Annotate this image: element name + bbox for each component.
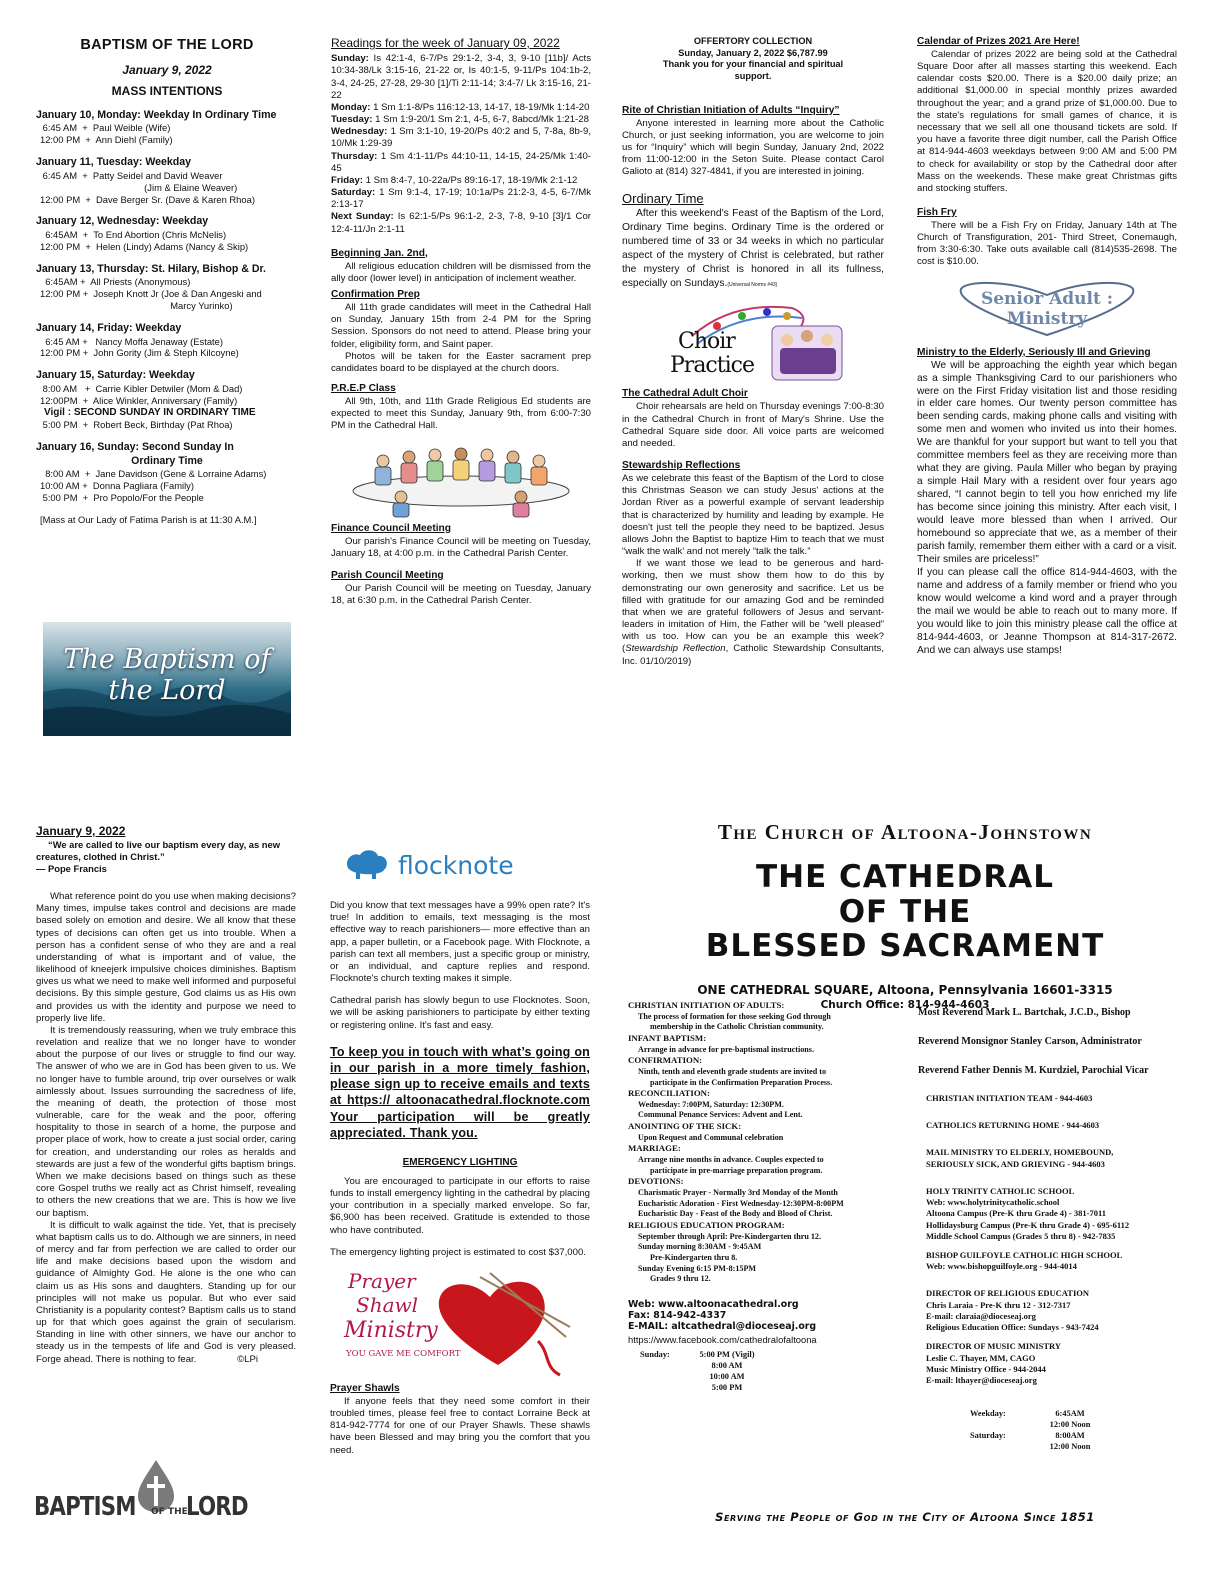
directory-line: Hollidaysburg Campus (Pre-K thru Grade 4) - 695-6112 (926, 1219, 1130, 1230)
church-office-phone: Church Office: 814-944-4603 (820, 999, 990, 1012)
mass-day-3: January 13, Thursday: St. Hilary, Bishop & Dr. (36, 262, 266, 275)
ordinary-time-heading: Ordinary Time (622, 190, 704, 206)
prayer-shawls-heading: Prayer Shawls (330, 1382, 400, 1394)
directory-line: SERIOUSLY SICK, AND GRIEVING - 944-4603 (926, 1158, 1105, 1169)
baptism-image-caption: The Baptism of the Lord (63, 644, 271, 707)
weekday-label: Weekday: (970, 1409, 1006, 1419)
senior-image-line1: Senior Adult : (980, 288, 1114, 309)
offertory-column (622, 36, 884, 668)
sheep-icon (342, 846, 392, 882)
reading-row: Wednesday: 1 Sm 3:1-10, 19-20/Ps 40:2 and 5, 7-8a, 8b-9, 10/Mk 1:29-39 (331, 126, 591, 150)
emergency-lighting-text: You are encouraged to participate in our efforts to raise funds to install emergency lighting in the cathedral by placing your contribution in a specially marked envelope. So far, $6,900 has been received. Gratitude is extended to those who have contributed. (330, 1175, 590, 1236)
mass-line: 12:00PM + Alice Winkler, Anniversary (Family) (40, 394, 238, 406)
reflection-text-3: It is difficult to walk against the tide. Yet, that is precisely what baptism calls us to do. Although we are sinners, in need of mercy and far from perfection we are called to order our life and make decisions based upon the wisdom and guidance of Almighty God. He alone is the one who can claim us as His sons and daughters. Standing up for our principles will not make us popular. But who ever said Christianity is a popularity contest? Baptism calls us to stand up for that which goes against the grain of secularism. Standing in line with other sinners, we have our anchor to steady us in the tempests of life and God is very pleased. Forge ahead. There is nothing to fear. (36, 1219, 296, 1365)
cathedral-address: ONE CATHEDRAL SQUARE, Altoona, Pennsylvania 16601-3315 (697, 983, 1113, 998)
elderly-ministry-text-2: If you can please call the office 814-944-4603, with the name and address of a family member or friend who you know would welcome a kind word and a prayer through the mail we would be able to reach out to many more. If you would like to join this ministry please call the office at 814-944-4603, or Jeanne Thompson at 814-317-2672. And we can always use stamps! (917, 566, 1177, 656)
sunday-time: 10:00 AM (709, 1372, 745, 1382)
mass-line: 12:00 PM + Ann Diehl (Family) (40, 134, 173, 146)
directory-line: DIRECTOR OF MUSIC MINISTRY (926, 1341, 1062, 1352)
stewardship-heading: Stewardship Reflections (622, 460, 741, 472)
mass-line: 6:45AM + To End Abortion (Chris McNelis) (40, 228, 227, 240)
offertory-thanks: Thank you for your financial and spiritual support. (662, 59, 844, 82)
saturday-label: Saturday: (970, 1431, 1006, 1441)
logo-word-lord: LORD (186, 1492, 248, 1522)
service-detail: Pre-Kindergarten thru 8. (650, 1252, 738, 1262)
mass-line: 12:00 PM + Helen (Lindy) Adams (Nancy & Skip) (40, 240, 249, 252)
rcia-text: Anyone interested in learning more about the Catholic Church, or just seeking information, you are welcome to join us for “Inquiry” which will begin Sunday, January 2nd, 2022 from 11:00-12:00 in the Seton Suite. Please contact Carol Galioto at (814) 327-4841, if you are interested in joining. (622, 117, 884, 178)
saturday-time: 8:00AM (1055, 1431, 1085, 1441)
flocknote-text-1: Did you know that text messages have a 99% open rate? It's true! In addition to emails, text messaging is the most effective way to reach parishioners— more effective than an app, a paper bulletin, or a Facebook page. With Flocknote, a parish can text all members, just a specific group or ministry, or an individual, and capture replies and respond. Flocknote's church texting makes it simple. (330, 900, 590, 985)
stewardship-text-1: As we celebrate this feast of the Baptism of the Lord to close this Christmas Season we can study Jesus' actions at the Jordan River as a powerful example of servant leadership that is characterized by humility and leading by example. He doesn't just tell the people they need to be baptized. Jesus allows John the Baptist to baptize Him to teach that we must “walk the walk’ and not merely “talk the talk.” (622, 473, 884, 558)
clergy-vicar: Reverend Father Dennis M. Kurdziel, Parochial Vicar (918, 1065, 1149, 1076)
service-heading: MARRIAGE: (628, 1143, 681, 1154)
offertory-heading: OFFERTORY COLLECTION (693, 36, 813, 46)
service-heading: CHRISTIAN INITIATION OF ADULTS: (628, 1000, 785, 1010)
fatima-note: [Mass at Our Lady of Fatima Parish is at 11:30 A.M.] (40, 514, 257, 526)
emergency-lighting-cost: The emergency lighting project is estimated to cost $37,000. (330, 1246, 586, 1258)
calendar-text: Calendar of prizes 2022 are being sold at the Cathedral Square Door after all masses starting this weekend. Each calendar costs $20.00. There is a $20.00 daily prize; an additional $1,000.00 in special monthly prizes awarded throughout the year; and a grand prize of $1,000.00. Due to the state's regulations for small games of chance, it is necessary that we sell all one thousand tickets are sold. If you have a favorite three digit number, call the Parish Office at 814-944-4603 weekdays between 9:00 AM and 5:00 PM to check for availability or stop by the Cathedral door after Mass on the weekends. These make great Christmas gifts and stocking stuffers. (917, 48, 1177, 194)
calendar-column (917, 36, 1177, 658)
senior-image-line2: Ministry (1006, 308, 1088, 329)
prep-heading: P.R.E.P Class (331, 383, 396, 395)
fax-number: Fax: 814-942-4337 (628, 1309, 727, 1321)
choir-image-word2: Practice (670, 353, 754, 379)
confirmation-text-2: Photos will be taken for the Easter sacrament prep candidates board to be displayed at the church doors. (331, 350, 591, 374)
service-detail: Wednesday: 7:00PM, Saturday: 12:30PM. (638, 1099, 784, 1109)
directory-line: E-mail: lthayer@dioceseaj.org (926, 1374, 1037, 1385)
mass-intentions-column (36, 36, 298, 526)
mass-line: 12:00 PM + Joseph Knott Jr (Joe & Dan Angeski and (40, 288, 262, 300)
shawl-image-word2: Shawl (356, 1292, 419, 1317)
mass-line: 6:45 AM + Paul Weible (Wife) (40, 122, 171, 134)
choir-image-word1: Choir (678, 329, 735, 355)
mass-date: January 9, 2022 (122, 63, 212, 78)
pope-quote-author: — Pope Francis (36, 863, 107, 875)
begin-heading: Beginning Jan. 2nd, (331, 247, 428, 259)
directory-line: Chris Laraia - Pre-K thru 12 - 312-7317 (926, 1299, 1071, 1310)
service-heading: ANOINTING OF THE SICK: (628, 1121, 742, 1132)
weekday-time: 6:45AM (1055, 1409, 1085, 1419)
service-detail: Arrange in advance for pre-baptismal instructions. (638, 1044, 814, 1054)
reading-row: Saturday: 1 Sm 9:1-4, 17-19; 10:1a/Ps 21:2-3, 4-5, 6-7/Mk 2:13-17 (331, 187, 591, 211)
web-address[interactable]: Web: www.altoonacathedral.org (628, 1298, 799, 1310)
choir-practice-image (622, 296, 884, 384)
rcia-heading: Rite of Christian Initiation of Adults “Inquiry” (622, 104, 840, 116)
parish-council-text: Our Parish Council will be meeting on Tuesday, January 18, at 6:30 p.m. in the Cathedral Parish Center. (331, 582, 591, 606)
directory-line: MAIL MINISTRY TO ELDERLY, HOMEBOUND, (926, 1147, 1114, 1158)
service-detail: Upon Request and Communal celebration (638, 1132, 784, 1142)
service-detail: Eucharistic Day - Feast of the Body and Blood of Christ. (638, 1209, 833, 1219)
pope-quote: “We are called to live our baptism every day, as new creatures, clothed in Christ.” (36, 839, 281, 863)
directory-line: HOLY TRINITY CATHOLIC SCHOOL (926, 1185, 1075, 1196)
choir-heading: The Cathedral Adult Choir (622, 388, 748, 400)
prayer-shawl-image (330, 1267, 590, 1379)
elderly-ministry-text-1: We will be approaching the eighth year which began as a simple Thanksgiving Card to our parishioners who were on the First Friday visitation list and those residing in elder care homes. Our twenty person committee has been sending cards, making phone calls and visiting with some men and women who invited us into their homes. We are thankful for your support but want to tell you that committee members feel as they are receiving more than what they are giving. Paula Miller who began by praying a simple Hail Mary with a resident over four years ago shared, “I cannot begin to tell you how enriched my life has become since joining this ministry. After each visit, I would leave more blessed than when I arrived. Our homebound so appreciate that we, as a member of their parish family, remember them either with a card or a visit. Their smiles are priceless!” (917, 359, 1177, 565)
directory-line: E-mail: claraia@dioceseaj.org (926, 1310, 1036, 1321)
reflection-date: January 9, 2022 (36, 824, 126, 838)
sunday-schedule (640, 1349, 898, 1393)
facebook-link[interactable]: https://www.facebook.com/cathedralofaltoona (628, 1333, 817, 1345)
mass-day-2: January 12, Wednesday: Weekday (36, 215, 209, 228)
clergy-administrator: Reverend Monsignor Stanley Carson, Administrator (918, 1036, 1142, 1047)
prayer-shawls-text: If anyone feels that they need some comfort in their troubled times, please feel free to contact Lorraine Beck at 814-942-7774 for one of our Prayer Shawls. These shawls have been Blessed and may bring you the comfort that you need. (330, 1395, 590, 1456)
elderly-ministry-heading: Ministry to the Elderly, Seriously Ill and Grieving (917, 346, 1151, 358)
service-detail: Communal Penance Services: Advent and Lent. (638, 1110, 803, 1120)
confirmation-text: All 11th grade candidates will meet in the Cathedral Hall on Sunday, January 15th from 2-4 PM for the Spring Session. Sponsors do not need to attend. Please bring your folder, eligibility form, and Saint paper. (331, 302, 591, 350)
baptism-of-the-lord-logo (34, 1458, 268, 1528)
cathedral-title-2: OF THE (838, 894, 972, 930)
mass-day-0: January 10, Monday: Weekday In Ordinary Time (36, 108, 277, 121)
service-heading: INFANT BAPTISM: (628, 1032, 707, 1043)
service-detail: Charismatic Prayer - Normally 3rd Monday of the Month (638, 1187, 838, 1197)
mass-line: 8:00 AM + Jane Davidson (Gene & Lorraine Adams) (40, 468, 267, 480)
mass-line: 12:00 PM + Dave Berger Sr. (Dave & Karen Rhoa) (40, 193, 255, 205)
parish-council-heading: Parish Council Meeting (331, 569, 444, 581)
ordinary-time-text: After this weekend’s Feast of the Baptism of the Lord, Ordinary Time begins. Ordinary Time is the ordered or numbered time of 33 or 34 weeks in which no particular aspect of the mystery of Christ is celebrated, but rather the mystery of Christ is honored in all its fullness, especially on Sundays.(Universal Norms #43) (622, 208, 884, 289)
service-heading: RECONCILIATION: (628, 1088, 710, 1099)
finance-text: Our parish's Finance Council will be meeting on Tuesday, January 18, at 4:00 p.m. in the Cathedral Parish Center. (331, 535, 591, 559)
service-heading: CONFIRMATION: (628, 1055, 703, 1066)
emergency-lighting-heading: EMERGENCY LIGHTING (402, 1157, 518, 1169)
directory-line: DIRECTOR OF RELIGIOUS EDUCATION (926, 1288, 1090, 1299)
service-detail: Arrange nine months in advance. Couples expected to (638, 1155, 824, 1165)
shawl-image-word3: Ministry (344, 1317, 438, 1343)
reading-row: Tuesday: 1 Sm 1:9-20/1 Sm 2:1, 4-5, 6-7, 8abcd/Mk 1:21-28 (331, 114, 589, 126)
flocknote-text-2: Cathedral parish has slowly begun to use Flocknotes. Soon, we will be asking parishioners to participate by either texting or registering online. It's fast and easy. (330, 995, 590, 1031)
service-detail: participate in pre-marriage preparation program. (650, 1165, 823, 1175)
flocknote-logo (342, 846, 590, 884)
readings-title: Readings for the week of January 09, 2022 (331, 36, 560, 50)
reading-row: Friday: 1 Sm 8:4-7, 10-22a/Ps 89:16-17, 18-19/Mk 2:1-12 (331, 174, 578, 186)
sunday-time: 8:00 AM (711, 1361, 743, 1371)
reading-row: Sunday: Is 42:1-4, 6-7/Ps 29:1-2, 3-4, 3, 9-10 [11b]/ Acts 10:34-38/Lk 3:15-16, 21-22 or, Is 40:1-5, 9-11/Ps 104:1b-2, 3-4, 24-25, 27-28, 29-30 [1]/Ti 2:11-14; 3:4-7/ Lk 3:15-16, 21-22 (331, 53, 591, 101)
reading-row: Next Sunday: Is 62:1-5/Ps 96:1-2, 2-3, 7-8, 9-10 [3]/1 Cor 12:4-11/Jn 2:1-11 (331, 211, 591, 235)
logo-word-ofthe: OF THE (151, 1507, 188, 1517)
vigil-heading: Vigil : SECOND SUNDAY IN ORDINARY TIME (44, 406, 256, 418)
begin-text: All religious education children will be dismissed from the ally door (lower level) in anticipation of inclement weather. (331, 260, 591, 284)
offertory-amount: Sunday, January 2, 2022 $6,787.99 (678, 47, 828, 58)
baptism-image (43, 622, 291, 736)
mass-line: (Jim & Elaine Weaver) (40, 181, 238, 193)
mass-day-1: January 11, Tuesday: Weekday (36, 156, 192, 169)
flocknote-wordmark: flocknote (398, 851, 514, 880)
directory-line: Leslie C. Thayer, MM, CAGO (926, 1352, 1036, 1363)
service-detail: Sunday morning 8:30AM - 9:45AM (638, 1242, 762, 1252)
service-detail: Sunday Evening 6:15 PM-8:15PM (638, 1263, 757, 1273)
fish-fry-text: There will be a Fish Fry on Friday, January 14th at The Church of Transfiguration, 201- Third Street, Conemaugh, from 3:30-6:30. Take outs available call (814)535-2698. The cost is $10.00. (917, 219, 1177, 268)
class-meeting-illustration (331, 439, 591, 519)
mass-line: 6:45 AM + Patty Seidel and David Weaver (40, 169, 223, 181)
sunday-time: 5:00 PM (Vigil) (699, 1349, 755, 1359)
clergy-bishop: Most Reverend Mark L. Bartchak, J.C.D., Bishop (918, 1007, 1131, 1018)
prep-text: All 9th, 10th, and 11th Grade Religious Ed students are expected to meet this Sunday, January 9th, from 6:00-7:30 PM in the Cathedral Hall. (331, 396, 591, 432)
service-detail: Eucharistic Adoration - First Wednesday-12:30PM-8:00PM (638, 1198, 844, 1208)
choir-text: Choir rehearsals are held on Thursday evenings 7:00-8:30 in the Cathedral Church in front of Mary's Shrine. Use the Cathedral Square side door. All voice parts are welcomed and needed. (622, 401, 884, 449)
flocknote-signup: To keep you in touch with what’s going on in our parish in a more timely fashion, please sign up to receive emails and texts at https:// altoonacathedral.flocknote.com Your participation will be greatly appreciated. Thank you. (330, 1044, 590, 1140)
diocese-name: The Church of Altoona-Johnstown (717, 820, 1093, 844)
reflection-column (36, 824, 296, 1366)
service-detail: Ninth, tenth and eleventh grade students are invited to (638, 1066, 827, 1076)
mass-line: 6:45 AM + Nancy Moffa Jenaway (Estate) (40, 335, 223, 347)
mass-day-6: January 16, Sunday: Second Sunday In (36, 441, 234, 454)
footer-motto: Serving the People of God in the City of Altoona Since 1851 (715, 1510, 1095, 1524)
sunday-time: 5:00 PM (711, 1383, 743, 1393)
mass-line: 8:00 AM + Carrie Kibler Detwiler (Mom & Dad) (40, 382, 243, 394)
senior-ministry-image (917, 279, 1177, 339)
saturday-time: 12:00 Noon (1049, 1442, 1091, 1452)
service-detail: The process of formation for those seeking God through (638, 1011, 831, 1021)
cover-panel (616, 820, 1194, 1540)
mass-line: 10:00 AM + Donna Pagliara (Family) (40, 480, 194, 492)
logo-word-baptism: BAPTISM (34, 1492, 136, 1522)
cathedral-title-1: THE CATHEDRAL (755, 859, 1054, 895)
mass-day-6-cont: Ordinary Time (131, 454, 203, 467)
sunday-label: Sunday: (640, 1349, 670, 1359)
flocknote-column (330, 846, 590, 1457)
mass-intentions-heading: MASS INTENTIONS (111, 83, 223, 98)
mass-day-4: January 14, Friday: Weekday (36, 322, 182, 335)
copyright: ©LPi (237, 1353, 258, 1365)
fish-fry-heading: Fish Fry (917, 207, 957, 219)
service-detail: membership in the Catholic Christian community. (650, 1022, 824, 1032)
shawl-image-tagline: YOU GAVE ME COMFORT (346, 1348, 461, 1359)
calendar-heading: Calendar of Prizes 2021 Are Here! (917, 36, 1080, 47)
directory-line: Web: www.bishopguilfoyle.org - 944-4014 (926, 1261, 1077, 1272)
reflection-text-2: It is tremendously reassuring, when we truly embrace this revelation and realize that we no longer have to wonder about the purpose of our lives or struggle to find our way. The answer of who we are in God has been given to us. We no longer have to fumble around, trip over ourselves or walk aimlessly about. Issues surrounding the sacredness of life, the meaning of death, the protection of those most vulnerable, care for the weak and the poor, offering hospitality to those in search of a home, the purpose and proper place of work, how to create a just social order, caring for creation, and understanding our roles as heralds and stewards are just a few of the wonderful gifts baptism brings. When we make decisions based on things such as these core Gospel truths we really act as Christ himself, revealing to others the new creations that we are. This is how we live our baptism. (36, 1024, 296, 1219)
mass-line: 5:00 PM + Robert Beck, Birthday (Pat Rhoa) (40, 419, 233, 431)
service-detail: September through April: Pre-Kindergarten thru 12. (638, 1231, 821, 1241)
reading-row: Monday: 1 Sm 1:1-8/Ps 116:12-13, 14-17, 18-19/Mk 1:14-20 (331, 101, 590, 113)
reflection-text-1: What reference point do you use when making decisions? Many times, impulse takes control and decisions are made based solely on emotion and desire. We all know that these types of decisions can often get us into trouble. When a person has a confident sense of who they are and a real understanding of what is important and of value, the likelihood of kneejerk impulsive choices diminishes. Baptism gives us what we need to make well informed and purposeful decisions. By this simple gesture, God claims us as His own and provides us with the identity and purpose we need to properly live life. (36, 891, 296, 1024)
directory-line: Music Ministry Office - 944-2044 (926, 1363, 1046, 1374)
mass-line: Marcy Yurinko) (40, 300, 233, 312)
service-heading: DEVOTIONS: (628, 1176, 684, 1187)
directory-line: Web: www.holytrinitycatholic.school (926, 1197, 1060, 1208)
readings-column (331, 36, 591, 607)
cathedral-title-3: BLESSED SACRAMENT (705, 928, 1105, 965)
service-heading: RELIGIOUS EDUCATION PROGRAM: (628, 1220, 785, 1230)
email-address[interactable]: E-MAIL: altcathedral@dioceseaj.org (628, 1320, 817, 1332)
confirmation-heading: Confirmation Prep (331, 289, 420, 301)
directory-line: CATHOLICS RETURNING HOME - 944-4603 (926, 1120, 1100, 1131)
weekday-time: 12:00 Noon (1049, 1420, 1091, 1430)
mass-line: 12:00 PM + John Gority (Jim & Steph Kilcoyne) (40, 347, 239, 359)
mass-day-5: January 15, Saturday: Weekday (36, 369, 195, 382)
finance-heading: Finance Council Meeting (331, 522, 451, 534)
stewardship-text-2: If we want those we lead to be generous and hard-working, then we must show them how to do this by demonstrating our own generosity and sacrifice. Let us be filled with gratitude for our amazing God and be reminded that when we are grateful followers of Jesus and servant-leaders in imitation of Him, the Father will be “well pleased” with us too. How can you be an example this week? (Stewardship Reflection, Catholic Stewardship Consultants, Inc. 01/10/2019) (622, 558, 884, 667)
weekday-schedule (970, 1408, 1194, 1452)
directory-line: Religious Education Office: Sundays - 943-7424 (926, 1322, 1099, 1333)
page-title: BAPTISM OF THE LORD (80, 37, 254, 53)
directory-line: Middle School Campus (Grades 5 thru 8) - 942-7835 (926, 1230, 1116, 1241)
directory-line: BISHOP GUILFOYLE CATHOLIC HIGH SCHOOL (926, 1249, 1123, 1260)
service-detail: Grades 9 thru 12. (650, 1274, 711, 1284)
mass-line: 5:00 PM + Pro Popolo/For the People (40, 492, 204, 504)
directory-line: Altoona Campus (Pre-K thru Grade 4) - 381-7011 (926, 1208, 1106, 1219)
clergy-directory (918, 1006, 1194, 1453)
shawl-image-word1: Prayer (348, 1268, 416, 1293)
directory-line: CHRISTIAN INITIATION TEAM - 944-4603 (926, 1093, 1093, 1103)
mass-line: 6:45AM + All Priests (Anonymous) (40, 276, 191, 288)
service-detail: participate in the Confirmation Preparation Process. (650, 1077, 833, 1087)
services-list (628, 1000, 898, 1393)
reading-row: Thursday: 1 Sm 4:1-11/Ps 44:10-11, 14-15, 24-25/Mk 1:40-45 (331, 150, 591, 174)
